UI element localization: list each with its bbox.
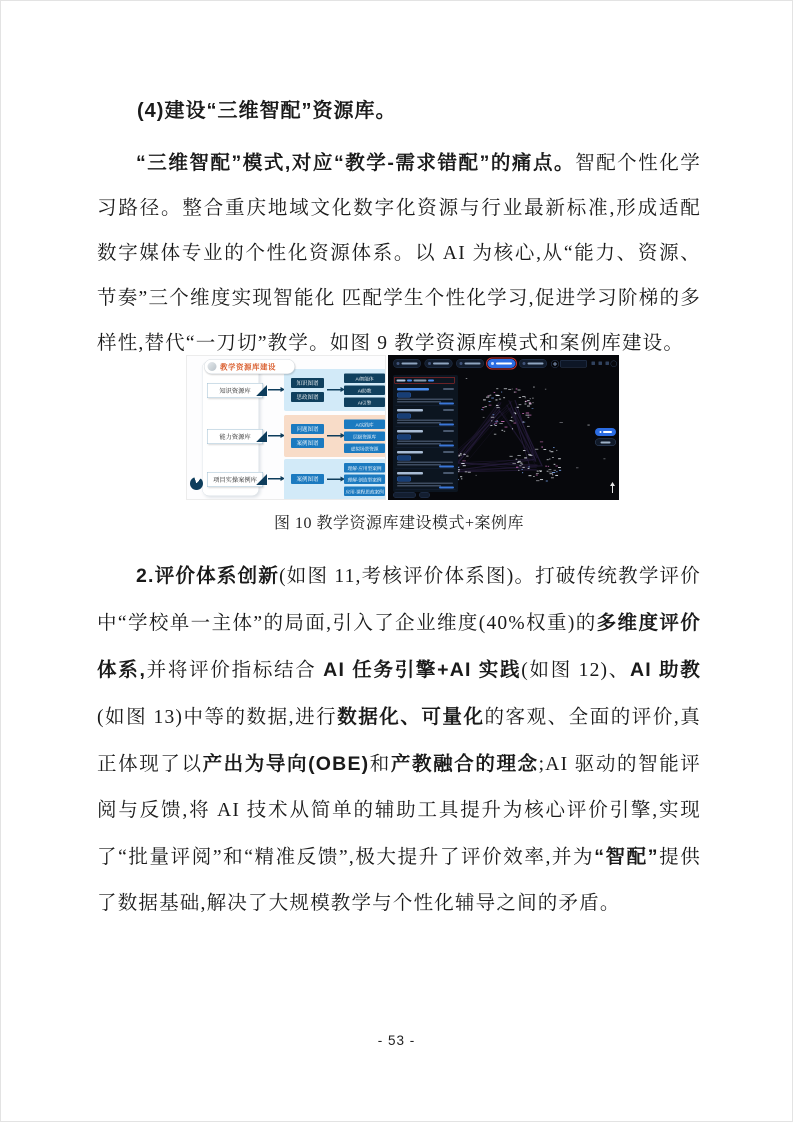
rect <box>554 470 556 471</box>
cbar <box>397 472 423 475</box>
rect <box>556 450 557 451</box>
bold-text-segment: 产出为导向(OBE) <box>202 753 370 775</box>
rect <box>510 420 512 421</box>
avatar-icon <box>611 361 618 368</box>
rect <box>533 387 535 388</box>
text-segment: (如图 12)、 <box>521 660 630 681</box>
cbar <box>397 401 441 403</box>
sidebar-card <box>396 406 456 427</box>
tbar <box>433 363 449 365</box>
rect <box>460 476 462 477</box>
rect <box>519 465 521 466</box>
rect <box>512 428 513 429</box>
rect <box>512 389 513 390</box>
rect <box>490 425 492 426</box>
rect <box>528 454 531 455</box>
bold-text-segment: 产教融合的理念 <box>390 753 539 775</box>
rect <box>525 397 526 398</box>
output-box: 层级资源库 <box>344 432 385 442</box>
rect <box>544 449 547 450</box>
cbar <box>397 462 453 464</box>
output-box: 应用·课程思政案例 <box>344 487 385 497</box>
flowchart-title-pill <box>204 359 295 374</box>
bold-text-segment: “智配” <box>594 846 659 868</box>
sidebar-card <box>396 427 456 448</box>
output-box: AI智能体 <box>344 374 385 384</box>
tdot <box>491 362 494 365</box>
rect <box>532 408 534 409</box>
rect <box>501 421 504 422</box>
rect <box>525 404 527 405</box>
rect <box>546 481 548 482</box>
tdot <box>428 362 431 365</box>
bold-text-segment: 多维度评价体系, <box>97 612 701 681</box>
line <box>515 407 542 466</box>
rect <box>558 458 561 459</box>
output-box: AI助教 <box>344 386 385 396</box>
rect <box>494 423 495 424</box>
rect <box>552 457 553 458</box>
rect <box>550 473 553 474</box>
cbar <box>397 483 453 485</box>
source-box-knowledge: 知识资源库 <box>207 383 263 398</box>
rect <box>515 413 516 414</box>
cbar <box>439 445 454 447</box>
rect <box>465 471 468 472</box>
rect <box>458 456 460 457</box>
rect <box>460 453 462 454</box>
rect <box>547 471 549 472</box>
rect <box>511 417 512 418</box>
rect <box>519 397 521 398</box>
rect <box>486 397 489 398</box>
nav-tab-active-annotated <box>488 359 516 368</box>
rect <box>518 390 521 391</box>
rect <box>552 472 555 473</box>
rect <box>508 389 511 390</box>
rect <box>488 395 489 396</box>
mid-box: 案例图谱 <box>291 474 324 484</box>
flowchart-canvas <box>187 356 386 500</box>
rect <box>549 472 552 473</box>
rect <box>527 400 530 401</box>
text-segment: (如图 11,考核评价体系图)。打破传统教学评价中“学校单一主体”的局面,引入了企业维度(40%权重)的 <box>97 566 701 634</box>
rect <box>494 434 496 435</box>
nav-tab <box>393 359 421 368</box>
output-box: AI引擎 <box>344 398 385 408</box>
rect <box>514 412 516 413</box>
cbar <box>397 456 411 461</box>
rect <box>536 480 539 481</box>
rect <box>523 422 524 423</box>
arrow-icon <box>327 435 341 437</box>
cbar <box>397 414 411 419</box>
arrow-icon <box>268 478 281 480</box>
rect <box>499 423 502 424</box>
rect <box>540 479 543 480</box>
rect <box>495 421 498 422</box>
rect <box>484 407 485 408</box>
cbar <box>397 420 453 422</box>
panel-row-3 <box>284 459 386 500</box>
sidebar-card <box>396 385 456 406</box>
tbar <box>465 363 481 365</box>
rect <box>496 420 497 421</box>
mid-box: 知识图谱 <box>291 378 324 388</box>
mid-box: 案例图谱 <box>291 438 324 448</box>
rect <box>522 413 524 414</box>
rect <box>483 417 485 418</box>
rect <box>493 414 495 415</box>
screenshot-tabs <box>393 359 547 368</box>
rect <box>510 456 513 457</box>
rect <box>483 409 484 410</box>
rect <box>541 447 543 448</box>
rect <box>559 470 561 471</box>
rect <box>496 423 498 424</box>
rect <box>526 415 529 416</box>
rect <box>553 447 555 448</box>
rect <box>491 417 494 418</box>
rect <box>520 463 522 464</box>
cbar <box>443 451 454 453</box>
rect <box>522 467 524 468</box>
tbar <box>402 363 418 365</box>
figure-10 <box>186 355 619 502</box>
cbar <box>397 422 441 424</box>
bold-text-segment: AI 助教 <box>630 659 701 681</box>
cbar <box>397 451 423 454</box>
rect <box>576 467 578 468</box>
cbar <box>397 388 429 391</box>
rect <box>549 459 550 460</box>
rect <box>501 392 502 393</box>
rect <box>495 400 497 401</box>
rect <box>529 403 531 404</box>
primary-action-button <box>595 428 616 436</box>
rect <box>512 463 515 464</box>
tbar <box>496 363 512 365</box>
rect <box>489 405 492 406</box>
cbar <box>397 441 453 443</box>
rect <box>537 471 539 472</box>
cbar <box>397 393 411 398</box>
mid-box: 思政图谱 <box>291 392 324 402</box>
rect <box>513 423 516 424</box>
text-placeholder <box>414 379 427 381</box>
rect <box>476 475 477 476</box>
cbar <box>439 487 454 489</box>
screenshot-canvas <box>388 355 619 500</box>
rect <box>530 398 531 399</box>
rect <box>529 404 532 405</box>
pacman-decoration-icon <box>190 477 203 490</box>
rect <box>518 461 521 462</box>
rect <box>529 475 532 476</box>
rect <box>494 392 496 393</box>
cbar <box>439 403 454 405</box>
rect <box>533 476 535 477</box>
output-box: 虚拟场景资源 <box>344 444 385 454</box>
rect <box>499 399 501 400</box>
cbar <box>397 443 441 445</box>
toolbar-icon <box>606 362 610 366</box>
rect <box>496 407 499 408</box>
rect <box>548 466 549 467</box>
cbar <box>439 424 454 426</box>
rect <box>547 459 549 460</box>
text-segment: 的客观、全面的评价,真正体现了以 <box>97 707 701 775</box>
rect <box>521 464 523 465</box>
rect <box>504 388 507 389</box>
rect <box>522 469 523 470</box>
text-segment: 和 <box>369 754 391 775</box>
rect <box>468 472 471 473</box>
rect <box>549 469 552 470</box>
rect <box>515 392 517 393</box>
rect <box>496 405 499 406</box>
text-segment: 并将评价指标结合 <box>146 660 324 681</box>
search-input-placeholder <box>560 360 587 368</box>
rect <box>556 466 558 467</box>
rect <box>527 426 530 427</box>
source-box-project: 项目实操案例库 <box>207 472 263 487</box>
rect <box>495 425 497 426</box>
line <box>455 402 500 462</box>
rect <box>551 451 554 452</box>
rect <box>522 472 523 473</box>
rect <box>466 456 468 457</box>
rect <box>458 471 459 472</box>
rect <box>482 407 484 408</box>
screenshot-sidebar <box>393 375 458 492</box>
rect <box>560 422 563 423</box>
rect <box>533 402 534 403</box>
rect <box>558 467 561 468</box>
rect <box>516 389 518 390</box>
page-number: - 53 - <box>377 1033 416 1048</box>
rect <box>501 430 503 431</box>
flowchart-image <box>186 355 386 500</box>
rect <box>545 389 546 390</box>
source-box-ability: 能力资源库 <box>207 429 263 444</box>
bold-text-segment: “三维智配”模式,对应“教学-需求错配”的痛点。 <box>136 152 576 174</box>
rect <box>523 450 526 451</box>
rect <box>540 441 543 442</box>
line <box>445 463 538 465</box>
sidebar-card <box>396 469 456 490</box>
rect <box>549 450 551 451</box>
rect <box>518 470 519 471</box>
rect <box>556 471 558 472</box>
rect <box>527 406 530 407</box>
rect <box>461 463 464 464</box>
rect <box>517 455 520 456</box>
text-placeholder <box>603 431 612 433</box>
text-segment: ;AI 驱动的智能评阅与反馈,将 AI 技术从简单的辅助工具提升为核心评价引擎,实现了“批量评阅”和“精准反馈”,极大提升了评价效率,并为 <box>97 754 702 868</box>
rect <box>496 395 500 396</box>
secondary-action-button <box>595 439 616 447</box>
rect <box>555 475 558 476</box>
toolbar-icon <box>599 362 603 366</box>
rect <box>496 388 498 389</box>
toolbar-icon <box>592 362 596 366</box>
nav-tab <box>425 359 453 368</box>
bottom-pill <box>393 492 416 498</box>
tdot <box>460 362 463 365</box>
cbar <box>397 409 423 412</box>
cbar <box>397 464 441 466</box>
cbar <box>443 430 454 432</box>
rect <box>519 404 522 405</box>
rect <box>551 477 554 478</box>
rect <box>490 395 492 396</box>
rect <box>491 398 494 399</box>
button-icon <box>599 431 601 433</box>
circle-icon <box>208 362 217 371</box>
rect <box>528 468 530 469</box>
cbar <box>443 472 454 474</box>
text-segment: (如图 13)中等的数据,进行 <box>97 707 338 728</box>
tdot <box>397 362 400 365</box>
rect <box>528 417 530 418</box>
rect <box>587 425 589 426</box>
bold-text-segment: 2.评价体系创新 <box>136 565 280 587</box>
section-heading: (4)建设“三维智配”资源库。 <box>137 100 397 122</box>
rect <box>535 449 538 450</box>
rect <box>529 402 531 403</box>
rect <box>463 465 466 466</box>
paragraph-1 <box>97 141 701 366</box>
rect <box>462 460 465 461</box>
cbar <box>439 466 454 468</box>
rect <box>552 474 553 475</box>
rect <box>517 462 519 463</box>
rect <box>459 455 462 456</box>
arrow-icon <box>327 479 341 481</box>
rect <box>545 466 547 467</box>
text-placeholder <box>601 441 611 443</box>
cbar <box>397 485 441 487</box>
rect <box>505 427 508 428</box>
panel-row-2 <box>284 415 386 457</box>
rect <box>522 396 525 397</box>
rect <box>532 398 533 399</box>
plus-icon <box>551 360 559 368</box>
rect <box>526 413 529 414</box>
rect <box>488 401 491 402</box>
text-placeholder <box>428 379 434 381</box>
rect <box>554 464 556 465</box>
cbar <box>397 477 411 482</box>
rect <box>516 467 518 468</box>
rect <box>603 458 605 459</box>
cbar <box>397 435 411 440</box>
rect <box>494 424 495 425</box>
rect <box>503 397 505 398</box>
rect <box>481 409 482 410</box>
rect <box>516 459 518 460</box>
cbar <box>443 409 454 411</box>
rect <box>491 420 492 421</box>
rect <box>536 475 538 476</box>
rect <box>461 478 462 479</box>
figure-caption: 图 10 教学资源库建设模式+案例库 <box>273 515 525 532</box>
output-box: 理解·创造型案例 <box>344 475 385 485</box>
text-placeholder <box>397 379 406 381</box>
flowchart-title: 教学资源库建设 <box>220 362 277 372</box>
scroll-arrow-icon <box>610 482 615 494</box>
bold-text-segment: 数据化、可量化 <box>337 706 485 728</box>
text-segment: 智配个性化学习路径。整合重庆地域文化数字化资源与行业最新标准,形成适配数字媒体专业的个性化资源体系。以 AI 为核心,从“能力、资源、节奏”三个维度实现智能化 匹配学生个性化学习,促进学习阶梯的多样性,替代“一刀切”教学。如图 9 教学资源库模式和案例库建设。 <box>97 153 702 354</box>
sidebar-header-annotated <box>395 377 455 384</box>
sidebar-card <box>396 448 456 469</box>
text-segment: 提供了数据基础,解决了大规模教学与个性化辅导之间的矛盾。 <box>97 847 701 914</box>
sidebar-card-list <box>393 385 458 490</box>
rect <box>524 457 527 458</box>
output-box: AI实践库 <box>344 420 385 430</box>
rect <box>528 467 529 468</box>
arrow-icon <box>268 389 281 391</box>
cbar <box>397 399 453 401</box>
rect <box>458 469 460 470</box>
output-box: 理解·应用型案例 <box>344 463 385 473</box>
rect <box>517 407 519 408</box>
cbar <box>443 388 454 390</box>
rect <box>466 378 468 379</box>
nav-tab <box>519 359 547 368</box>
bold-text-segment: AI 任务引擎+AI 实践 <box>323 659 522 681</box>
rect <box>504 431 505 432</box>
paragraph-2 <box>97 553 701 927</box>
rect <box>536 473 539 474</box>
tdot <box>523 362 526 365</box>
arrow-icon <box>327 389 341 391</box>
rect <box>525 401 526 402</box>
cbar <box>397 430 423 433</box>
arrow-icon <box>268 435 281 437</box>
tbar <box>528 363 544 365</box>
mid-box: 问题图谱 <box>291 424 324 434</box>
text-placeholder <box>407 379 412 381</box>
bottom-pill <box>419 492 430 498</box>
rect <box>463 454 466 455</box>
screenshot-image <box>388 355 619 500</box>
rect <box>539 470 542 471</box>
rect <box>483 399 486 400</box>
panel-row-1 <box>284 369 386 411</box>
nav-tab <box>456 359 484 368</box>
